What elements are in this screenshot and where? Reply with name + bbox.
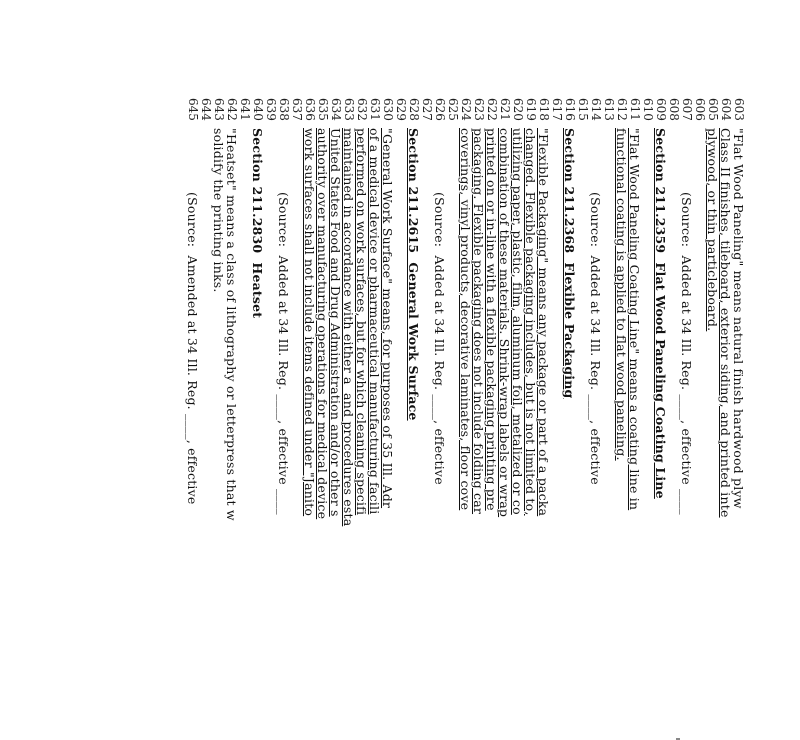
body-line: changed. Flexible packaging includes, but is not limited to, bbox=[523, 128, 538, 516]
line-number: 614 bbox=[589, 98, 603, 121]
body-line: "General Work Surface" means, for purposes of 35 Ill. Adr bbox=[380, 128, 395, 509]
section-heading: Section 211.2359 Flat Wood Paneling Coating Line bbox=[653, 128, 668, 499]
line-number: 618 bbox=[537, 98, 551, 121]
line-number: 615 bbox=[576, 98, 590, 121]
line-number: 605 bbox=[706, 98, 720, 121]
line-number: 633 bbox=[342, 98, 356, 121]
line-number: 622 bbox=[485, 98, 499, 121]
line-number: 640 bbox=[251, 98, 265, 121]
line-number: 608 bbox=[667, 98, 681, 121]
line-number: 634 bbox=[329, 98, 343, 121]
line-number: 628 bbox=[407, 98, 421, 121]
body-line: coverings, vinyl products, decorative laminates, floor cove bbox=[458, 128, 473, 511]
body-line: "Flat Wood Paneling Coating Line" means a coating line in bbox=[627, 128, 642, 511]
body-line: authority over manufacturing operations for medical device bbox=[315, 128, 330, 520]
body-line: performed on work surfaces, but for which cleaning specifi bbox=[354, 128, 369, 516]
line-number: 639 bbox=[264, 98, 278, 121]
body-line: packaging. Flexible packaging does not include folding car bbox=[471, 128, 486, 515]
body-line: of a medical device or pharmaceutical manufacturing facili bbox=[367, 128, 382, 515]
line-number: 612 bbox=[615, 98, 629, 121]
section-heading: Section 211.2615 General Work Surface bbox=[406, 128, 421, 421]
body-line: United States Food and Drug Administration and/or other s bbox=[328, 128, 343, 517]
line-number: 641 bbox=[238, 98, 252, 121]
line-number: 630 bbox=[381, 98, 395, 121]
section-heading: Section 211.2368 Flexible Packaging bbox=[562, 128, 577, 399]
line-number: 619 bbox=[524, 98, 538, 121]
line-number: 631 bbox=[368, 98, 382, 121]
line-number: 625 bbox=[446, 98, 460, 121]
line-number: 642 bbox=[225, 98, 239, 121]
line-number: 624 bbox=[459, 98, 473, 121]
source-note: (Source: Added at 34 Ill. Reg. ____, effective ____ bbox=[679, 192, 694, 515]
line-number: 616 bbox=[563, 98, 577, 121]
body-line: work surfaces shall not include items defined under "Janito bbox=[302, 128, 317, 517]
source-note: (Source: Added at 34 Ill. Reg. ____, effective bbox=[432, 192, 447, 485]
line-number: 623 bbox=[472, 98, 486, 121]
line-number: 611 bbox=[628, 98, 642, 121]
line-number: 637 bbox=[290, 98, 304, 121]
line-number: 645 bbox=[186, 98, 200, 121]
line-number: 609 bbox=[654, 98, 668, 121]
line-number: 603 bbox=[732, 98, 746, 121]
line-number: 607 bbox=[680, 98, 694, 121]
line-number: 606 bbox=[693, 98, 707, 121]
source-note: (Source: Added at 34 Ill. Reg. ____, effective bbox=[588, 192, 603, 485]
line-number: 632 bbox=[355, 98, 369, 121]
line-number: 617 bbox=[550, 98, 564, 121]
body-line: combination of these materials. Shrink-wrap labels or wrap bbox=[497, 128, 512, 518]
line-number: 629 bbox=[394, 98, 408, 121]
body-line: solidify the printing inks. bbox=[211, 128, 226, 293]
source-note: (Source: Amended at 34 Ill. Reg. ____, effective bbox=[185, 192, 200, 505]
line-number: 636 bbox=[303, 98, 317, 121]
line-number: 620 bbox=[511, 98, 525, 121]
body-line: plywood, or thin particleboard. bbox=[705, 128, 720, 332]
body-line: printed on or in-line with a flexible packaging printing pre bbox=[484, 128, 499, 511]
section-heading: Section 211.2830 Heatset bbox=[250, 128, 265, 319]
body-line: "Heatset" means a class of lithography or letterpress that w bbox=[224, 128, 239, 521]
line-number: 604 bbox=[719, 98, 733, 121]
line-number: 643 bbox=[212, 98, 226, 121]
body-line: functional coating is applied to flat wood paneling. bbox=[614, 128, 629, 461]
body-line: "Flat Wood Paneling" means natural finish hardwood plyw bbox=[731, 128, 746, 509]
body-line: maintained in accordance with either a and procedures esta bbox=[341, 128, 356, 527]
source-note: (Source: Added at 34 Ill. Reg. ____, effective ____ bbox=[276, 192, 291, 515]
line-number: 635 bbox=[316, 98, 330, 121]
line-number: 626 bbox=[433, 98, 447, 121]
line-number: 627 bbox=[420, 98, 434, 121]
line-number: 610 bbox=[641, 98, 655, 121]
line-number: 613 bbox=[602, 98, 616, 121]
body-line: "Flexible Packaging" means any package or part of a packa bbox=[536, 128, 551, 517]
line-number: 644 bbox=[199, 98, 213, 121]
line-number: 621 bbox=[498, 98, 512, 121]
body-line: utilizing paper, plastic, film, aluminum foil, metalized or co bbox=[510, 128, 525, 515]
line-number: 638 bbox=[277, 98, 291, 121]
body-line: Class II finishes, tileboard, exterior siding, and printed inte bbox=[718, 128, 733, 518]
